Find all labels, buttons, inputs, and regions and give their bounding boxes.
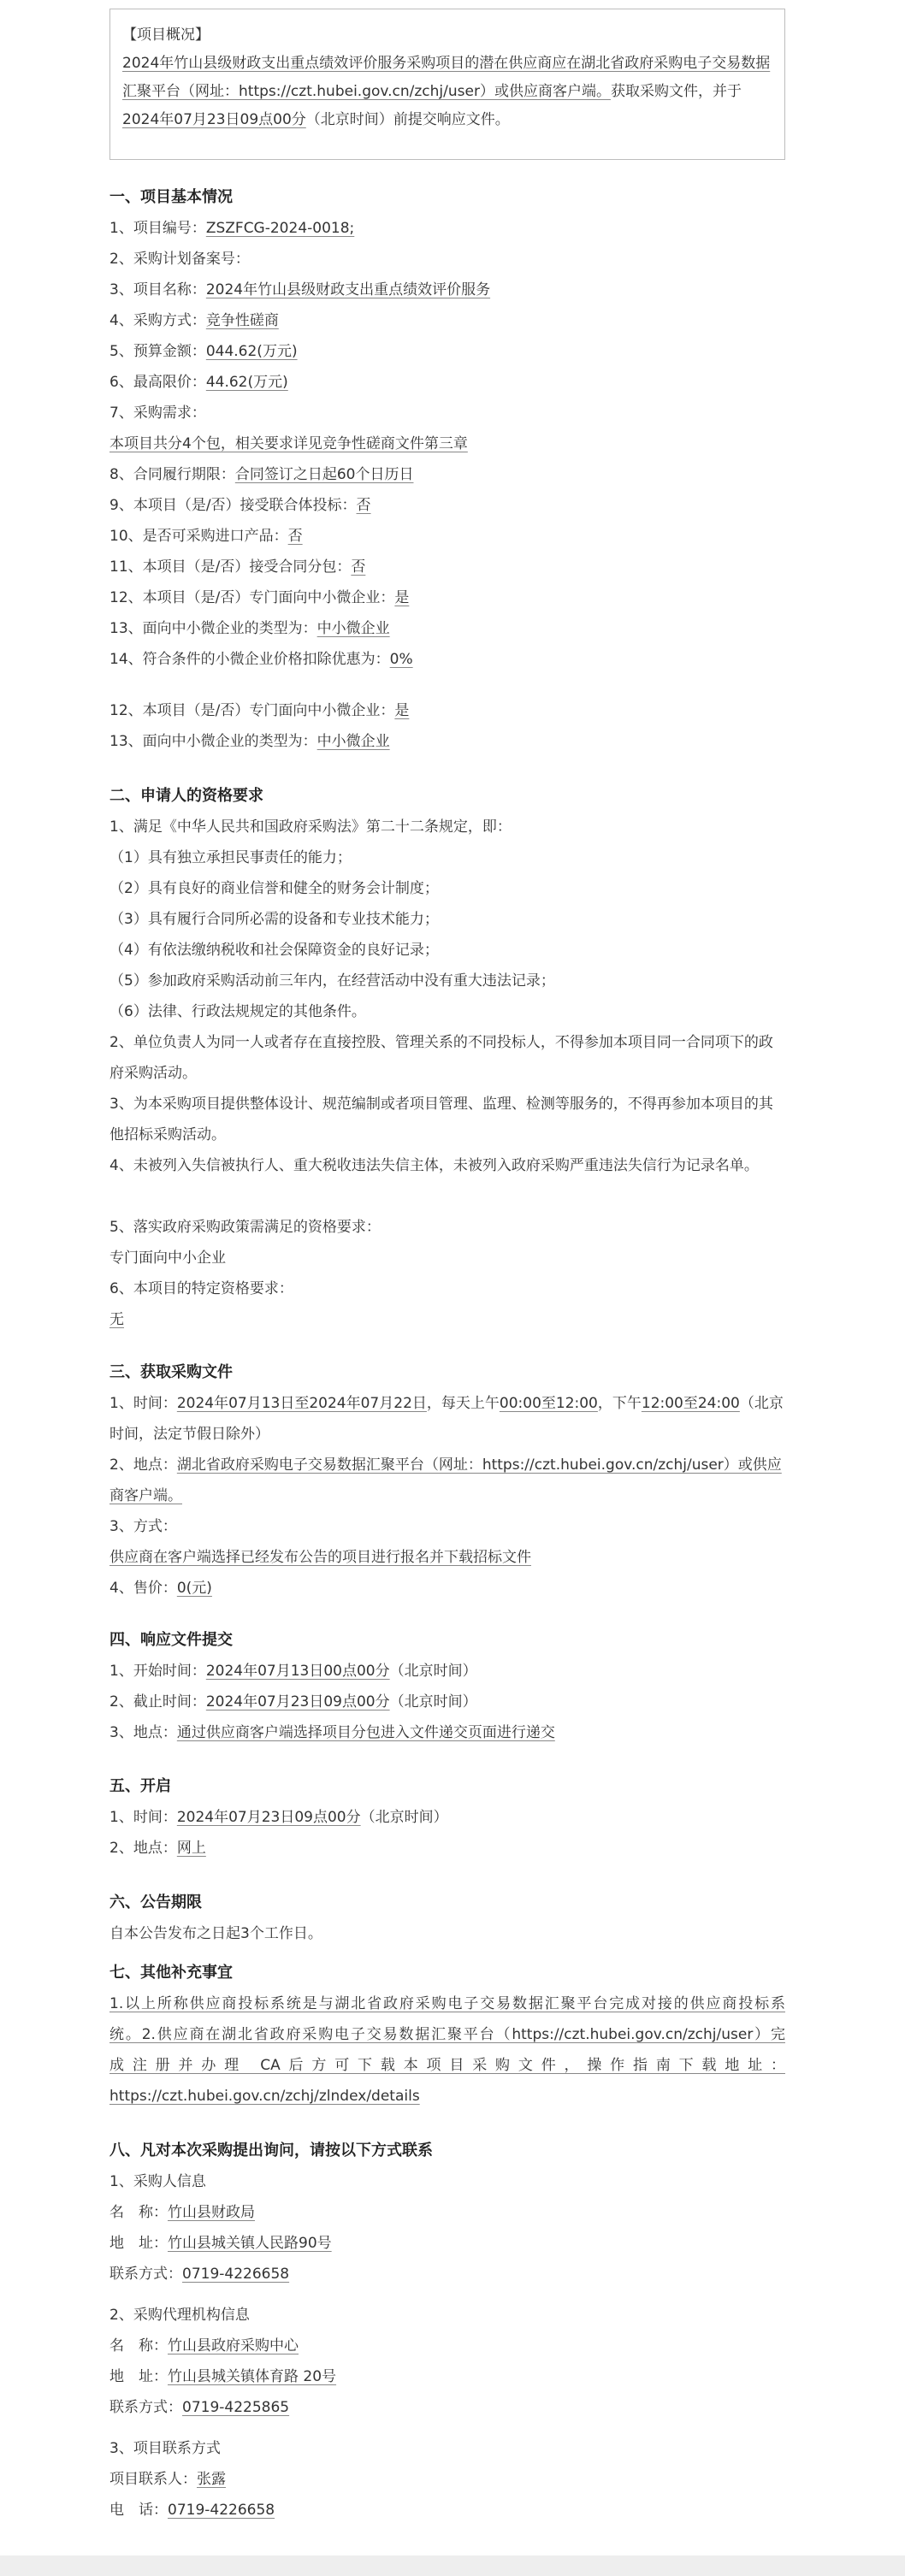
req-1a: （1）具有独立承担民事责任的能力；: [109, 849, 352, 866]
agent-address: 地 址：竹山县城关镇体育路 20号: [109, 2368, 337, 2385]
req-4: 4、未被列入失信被执行人、重大税收违法失信主体，未被列入政府采购严重违法失信行为记录名单。: [109, 1157, 759, 1174]
summary-title: 【项目概况】: [122, 27, 210, 44]
submit-end: 2、截止时间：2024年07月23日09点00分（北京时间）: [109, 1693, 477, 1710]
open-place: 2、地点：网上: [109, 1840, 206, 1857]
obtain-method-label: 3、方式：: [109, 1518, 177, 1535]
obtain-place: 2、地点：湖北省政府采购电子交易数据汇聚平台（网址：https://czt.hubei.gov.cn/zchj/user）或供应商客户端。: [109, 1456, 782, 1504]
sme-only: 12、本项目（是/否）专门面向中小微企业：是: [109, 589, 410, 606]
req-1f: （6）法律、行政法规规定的其他条件。: [109, 1003, 366, 1020]
section-3-title: 三、获取采购文件: [109, 1363, 233, 1381]
req-6-value: 无: [109, 1311, 124, 1328]
sme-only-repeat: 12、本项目（是/否）专门面向中小微企业：是: [109, 702, 410, 719]
section-7-title: 七、其他补充事宜: [109, 1964, 233, 1982]
summary-text: [122, 50, 771, 134]
project-contact-phone: 电 话：0719-4226658: [109, 2502, 275, 2519]
section-2-title: 二、申请人的资格要求: [109, 787, 263, 805]
subcontract: 11、本项目（是/否）接受合同分包：否: [109, 558, 366, 576]
project-contact-title: 3、项目联系方式: [109, 2440, 221, 2457]
section-8-title: 八、凡对本次采购提出询问，请按以下方式联系: [109, 2142, 433, 2159]
imported-products: 10、是否可采购进口产品：否: [109, 528, 303, 545]
req-1e: （5）参加政府采购活动前三年内，在经营活动中没有重大违法记录；: [109, 972, 555, 990]
supplement-line-1: 1.以上所称供应商投标系统是与湖北省政府采购电子交易数据汇聚平台完成对接的供应商投标系: [109, 1995, 785, 2012]
page-bottom-bar: [0, 2555, 905, 2576]
submit-start: 1、开始时间：2024年07月13日00点00分（北京时间）: [109, 1663, 477, 1680]
project-number: 1、项目编号：ZSZFCG-2024-0018;: [109, 220, 355, 237]
agent-info-title: 2、采购代理机构信息: [109, 2307, 250, 2324]
procurement-method: 4、采购方式：竞争性磋商: [109, 312, 279, 329]
req-2: 2、单位负责人为同一人或者存在直接控股、管理关系的不同投标人，不得参加本项目同一合同项下的政府采购活动。: [109, 1034, 773, 1082]
req-1c: （3）具有履行合同所必需的设备和专业技术能力；: [109, 911, 439, 928]
project-name: 3、项目名称：2024年竹山县级财政支出重点绩效评价服务: [109, 281, 491, 298]
req-1d: （4）有依法缴纳税收和社会保障资金的良好记录；: [109, 942, 439, 959]
open-time: 1、时间：2024年07月23日09点00分（北京时间）: [109, 1809, 448, 1826]
price-discount: 14、符合条件的小微企业价格扣除优惠为：0%: [109, 651, 413, 668]
req-3: 3、为本采购项目提供整体设计、规范编制或者项目管理、监理、检测等服务的，不得再参加本项目的其他招标采购活动。: [109, 1096, 773, 1143]
project-summary-box: [109, 9, 785, 160]
agent-name: 名 称：竹山县政府采购中心: [109, 2337, 299, 2354]
sme-type: 13、面向中小微企业的类型为：中小微企业: [109, 620, 390, 637]
section-5-title: 五、开启: [109, 1777, 171, 1795]
req-1: 1、满足《中华人民共和国政府采购法》第二十二条规定，即：: [109, 818, 512, 836]
supplement-line-3: 成注册并办理 CA后方可下载本项目采购文件，操作指南下载地址：: [109, 2057, 785, 2074]
sme-type-repeat: 13、面向中小微企业的类型为：中小微企业: [109, 733, 390, 750]
req-1b: （2）具有良好的商业信誉和健全的财务会计制度；: [109, 880, 439, 897]
procurement-needs-label: 7、采购需求：: [109, 405, 206, 422]
plan-record-number: 2、采购计划备案号：: [109, 251, 250, 268]
notice-period: 自本公告发布之日起3个工作日。: [109, 1925, 322, 1942]
buyer-info-title: 1、采购人信息: [109, 2173, 206, 2190]
section-4-title: 四、响应文件提交: [109, 1631, 233, 1649]
obtain-time: 1、时间：2024年07月13日至2024年07月22日，每天上午00:00至12:00，下午12:00至24:00（北京时间，法定节假日除外）: [109, 1395, 784, 1443]
supplement-line-2: 统。2.供应商在湖北省政府采购电子交易数据汇聚平台（https://czt.hubei.gov.cn/zchj/user）完: [109, 2026, 785, 2043]
section-1-title: 一、项目基本情况: [109, 188, 233, 206]
req-5: 5、落实政府采购政策需满足的资格要求：: [109, 1219, 381, 1236]
req-5-value: 专门面向中小企业: [109, 1250, 226, 1267]
req-6: 6、本项目的特定资格要求：: [109, 1280, 293, 1297]
contract-period: 8、合同履行期限：合同签订之日起60个日历日: [109, 466, 414, 483]
buyer-name: 名 称：竹山县财政局: [109, 2204, 255, 2221]
project-contact-person: 项目联系人：张露: [109, 2471, 226, 2488]
joint-bid: 9、本项目（是/否）接受联合体投标：否: [109, 497, 371, 514]
summary-deadline: 2024年07月23日09点00分: [122, 111, 306, 128]
budget-amount: 5、预算金额：044.62(万元): [109, 343, 298, 360]
agent-phone: 联系方式：0719-4225865: [109, 2399, 290, 2416]
submit-place: 3、地点：通过供应商客户端选择项目分包进入文件递交页面进行递交: [109, 1724, 555, 1741]
guide-download-link[interactable]: https://czt.hubei.gov.cn/zchj/zlndex/details: [109, 2088, 420, 2105]
buyer-phone: 联系方式：0719-4226658: [109, 2266, 290, 2283]
section-6-title: 六、公告期限: [109, 1894, 202, 1911]
summary-text-3: （北京时间）前提交响应文件。: [305, 111, 510, 128]
procurement-needs: 本项目共分4个包，相关要求详见竞争性磋商文件第三章: [109, 435, 468, 452]
buyer-address: 地 址：竹山县城关镇人民路90号: [109, 2235, 332, 2252]
summary-text-1: 2024年竹山县级财政支出重点绩效评价服务采购项目的潜在供应商应在湖北省政府采购电子交易数据汇聚平台（网址：https://czt.hubei.gov.cn/zchj/user）或供应商客户端。: [122, 55, 771, 100]
obtain-method: 供应商在客户端选择已经发布公告的项目进行报名并下载招标文件: [109, 1549, 531, 1566]
obtain-price: 4、售价：0(元): [109, 1580, 212, 1597]
max-price: 6、最高限价：44.62(万元): [109, 374, 288, 391]
summary-text-2: 获取采购文件，并于: [610, 83, 742, 100]
